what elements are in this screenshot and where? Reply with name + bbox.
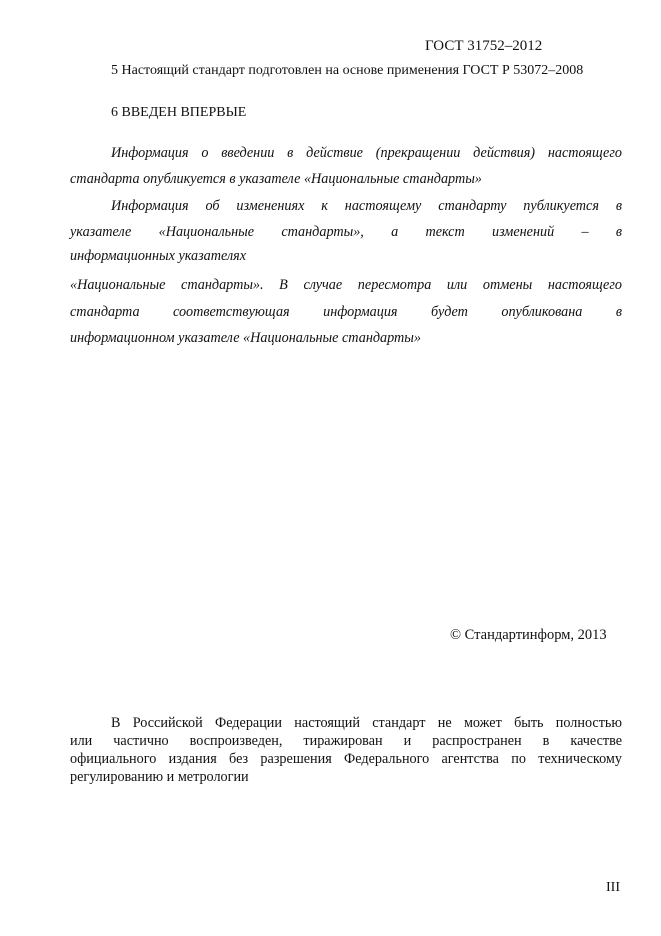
item-6-introduced: 6 ВВЕДЕН ВПЕРВЫЕ xyxy=(111,105,247,120)
notice-line: официального издания без разрешения Федерального агентства по техническому xyxy=(70,751,622,767)
info-para1-line: Информация о введении в действие (прекращении действия) настоящего xyxy=(111,145,622,161)
page-number: III xyxy=(606,880,620,895)
copyright-notice: © Стандартинформ, 2013 xyxy=(450,627,607,643)
info-para2-line: Информация об изменениях к настоящему стандарту публикуется в xyxy=(111,198,622,214)
info-para2-line: «Национальные стандарты». В случае пересмотра или отмены настоящего xyxy=(70,277,622,293)
info-para2-line: указателе «Национальные стандарты», а текст изменений – в xyxy=(70,224,622,240)
item-5-basis: 5 Настоящий стандарт подготовлен на основе применения ГОСТ Р 53072–2008 xyxy=(111,63,584,78)
document-code: ГОСТ 31752–2012 xyxy=(425,38,543,54)
info-para2-line: информационном указателе «Национальные стандарты» xyxy=(70,330,421,346)
notice-line: регулированию и метрологии xyxy=(70,769,249,785)
info-para2-line: информационных указателях xyxy=(70,248,247,264)
notice-line: или частично воспроизведен, тиражирован и распространен в качестве xyxy=(70,733,622,749)
info-para2-line: стандарта соответствующая информация будет опубликована в xyxy=(70,304,622,320)
info-para1-line: стандарта опубликуется в указателе «Национальные стандарты» xyxy=(70,171,482,187)
notice-line: В Российской Федерации настоящий стандарт не может быть полностью xyxy=(111,715,622,731)
